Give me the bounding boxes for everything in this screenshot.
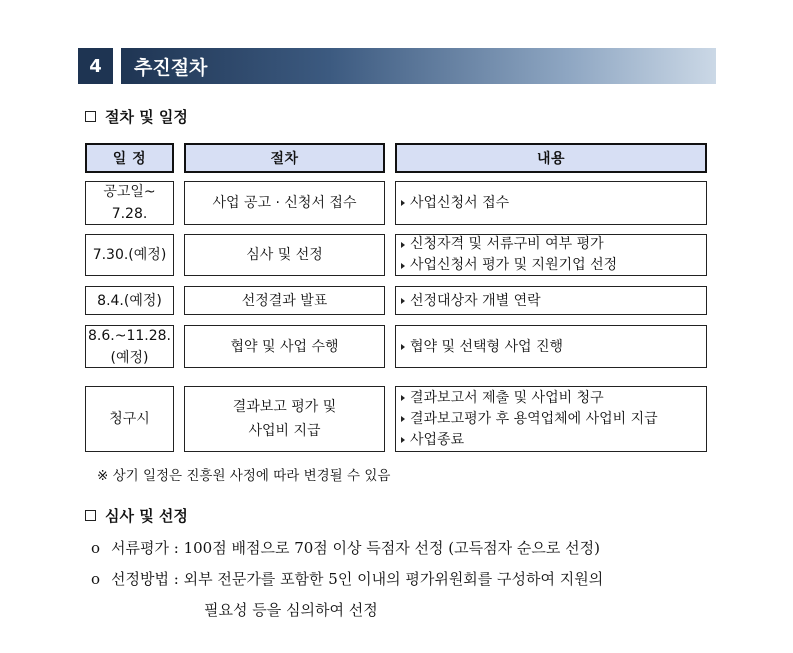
selection-heading-text: 심사 및 선정 <box>105 507 188 525</box>
section-number: 4 <box>78 48 113 84</box>
row3-content-item <box>401 290 541 312</box>
selection-heading <box>85 505 188 526</box>
row1-content-text: 사업신청서 접수 <box>410 195 510 211</box>
row1-procedure <box>184 181 385 225</box>
bullet-triangle-icon <box>401 298 405 304</box>
schedule-note: ※ 상기 일정은 진흥원 사정에 따라 변경될 수 있음 <box>97 468 391 484</box>
row2-content-text: 신청자격 및 서류구비 여부 평가 <box>410 236 604 252</box>
row2-content <box>395 234 707 276</box>
item-marker: o <box>91 570 101 588</box>
bullet-triangle-icon <box>401 416 405 422</box>
item-marker: o <box>91 539 101 557</box>
item-label: 서류평가 <box>111 539 169 557</box>
selection-item-continuation: 필요성 등을 심의하여 선정 <box>204 601 378 619</box>
item-text: 외부 전문가를 포함한 5인 이내의 평가위원회를 구성하여 지원의 <box>183 570 604 588</box>
row5-date <box>85 386 174 452</box>
row3-content <box>395 286 707 315</box>
row2-date <box>85 234 174 276</box>
row1-procedure-text: 사업 공고 · 신청서 접수 <box>212 195 357 211</box>
row2-content-text: 사업신청서 평가 및 지원기업 선정 <box>410 257 618 273</box>
row4-content <box>395 325 707 368</box>
row5-content-item <box>401 409 658 430</box>
row3-date <box>85 286 174 315</box>
row5-content <box>395 386 707 452</box>
row5-content-text: 사업종료 <box>410 431 465 448</box>
header-content: 내용 <box>395 143 707 173</box>
selection-item <box>91 568 603 589</box>
item-separator: : <box>173 570 179 588</box>
row1-content-item <box>401 192 509 214</box>
row4-content-text: 협약 및 선택형 사업 진행 <box>410 338 564 355</box>
bullet-triangle-icon <box>401 200 405 206</box>
row2-content-item <box>401 255 617 276</box>
row2-content-item <box>401 234 604 255</box>
row4-procedure <box>184 325 385 368</box>
row5-procedure-line1: 결과보고 평가 및 <box>232 399 337 415</box>
row1-date <box>85 181 174 225</box>
schedule-heading-text: 절차 및 일정 <box>105 108 188 126</box>
row4-date-line2: (예정) <box>110 349 149 366</box>
bullet-triangle-icon <box>401 437 405 443</box>
row3-procedure <box>184 286 385 315</box>
row5-content-text: 결과보고서 제출 및 사업비 청구 <box>410 389 604 406</box>
row5-content-item <box>401 430 464 451</box>
row1-content <box>395 181 707 225</box>
bullet-triangle-icon <box>401 395 405 401</box>
row5-content-text: 결과보고평가 후 용역업체에 사업비 지급 <box>410 410 658 427</box>
row3-content-text: 선정대상자 개별 연락 <box>410 292 541 309</box>
row3-date-line1: 8.4.(예정) <box>97 292 162 309</box>
header-date: 일 정 <box>85 143 174 173</box>
section-title: 추진절차 <box>121 48 716 84</box>
row5-procedure-line2: 사업비 지급 <box>248 423 321 439</box>
bullet-triangle-icon <box>401 263 405 269</box>
item-separator: : <box>173 539 179 557</box>
bullet-triangle-icon <box>401 242 405 248</box>
row2-date-line1: 7.30.(예정) <box>92 247 167 263</box>
item-text: 100점 배점으로 70점 이상 득점자 선정 (고득점자 순으로 선정) <box>183 539 600 557</box>
header-procedure: 절차 <box>184 143 385 173</box>
row5-content-item <box>401 388 604 409</box>
row5-date-line1: 청구시 <box>109 411 150 427</box>
row5-procedure <box>184 386 385 452</box>
bullet-triangle-icon <box>401 344 405 350</box>
row4-content-item <box>401 336 563 358</box>
checkbox-square-icon <box>85 510 96 521</box>
row2-procedure <box>184 234 385 276</box>
row4-procedure-text: 협약 및 사업 수행 <box>230 338 339 355</box>
row2-procedure-text: 심사 및 선정 <box>246 247 323 263</box>
checkbox-square-icon <box>85 111 96 122</box>
selection-item <box>91 537 600 558</box>
row3-procedure-text: 선정결과 발표 <box>241 292 328 309</box>
row4-date <box>85 325 174 368</box>
row4-date-line1: 8.6.~11.28. <box>88 327 171 344</box>
item-label: 선정방법 <box>111 570 169 588</box>
row1-date-line1: 공고일~ <box>103 184 156 200</box>
schedule-heading <box>85 106 188 127</box>
row1-date-line2: 7.28. <box>111 206 148 222</box>
